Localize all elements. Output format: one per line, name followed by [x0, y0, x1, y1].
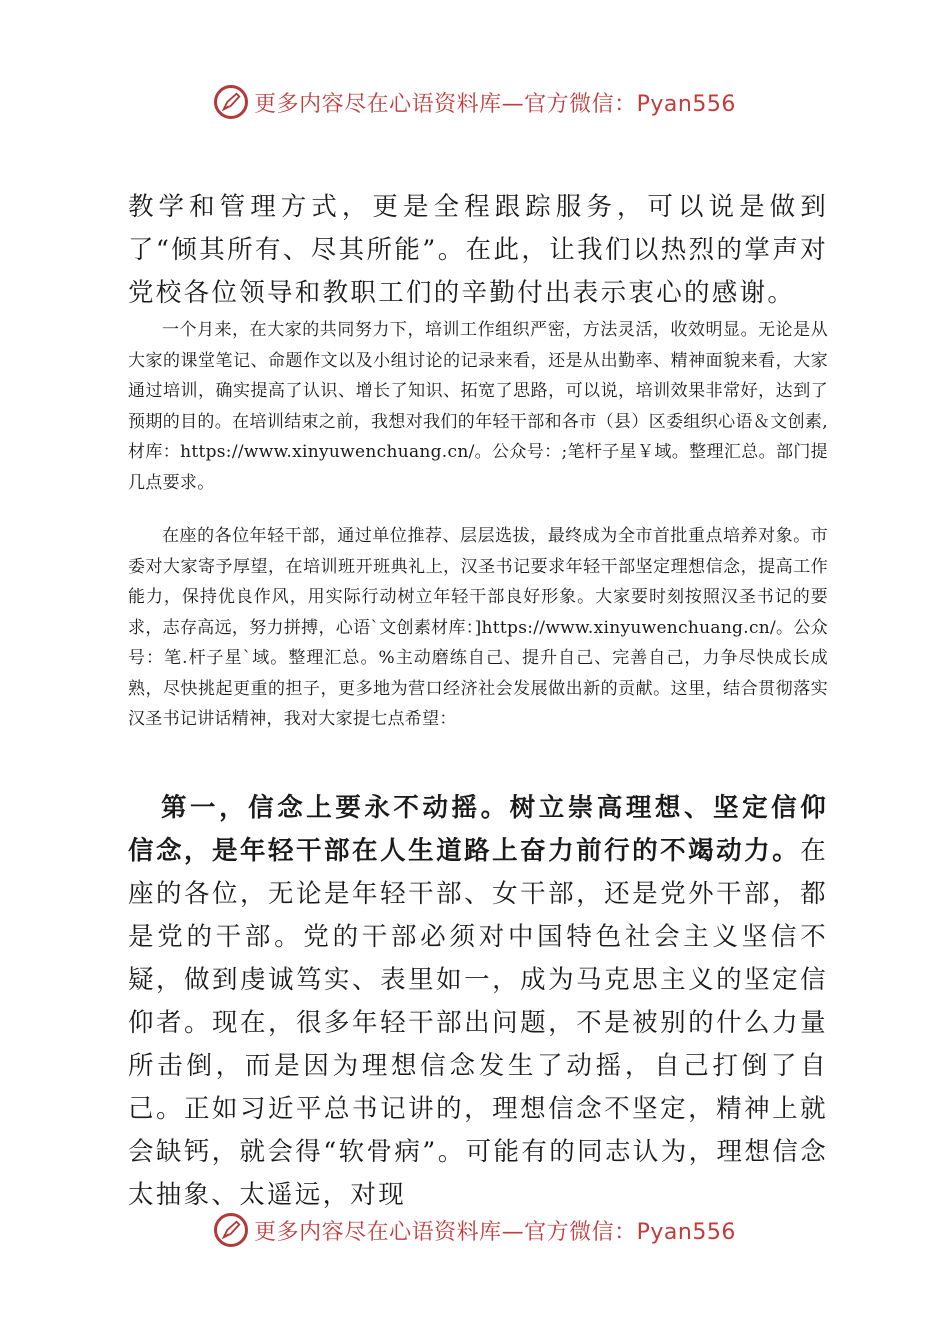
paragraph-3	[128, 521, 828, 735]
paragraph-1-text: 教学和管理方式，更是全程跟踪服务，可以说是做到了“倾其所有、尽其所能”。在此，让我们以热烈的掌声对党校各位领导和教职工们的辛勤付出表示衷心的感谢。	[128, 192, 828, 308]
footer-banner-text: 更多内容尽在心语资料库—官方微信：Pyan556	[254, 1219, 736, 1245]
paragraph-1	[128, 186, 828, 315]
header-banner-text: 更多内容尽在心语资料库—官方微信：Pyan556	[254, 91, 736, 117]
pen-logo-icon	[214, 85, 248, 119]
paragraph-3-text: 在座的各位年轻干部，通过单位推荐、层层选拔，最终成为全市首批重点培养对象。市委对大家寄予厚望，在培训班开班典礼上，汉圣书记要求年轻干部坚定理想信念，提高工作能力，保持优良作风，用实际行动树立年轻干部良好形象。大家要时刻按照汉圣书记的要求，志存高远，努力拼搏，心语`文创素材库：]https://www.xinyuwenchuang.cn/。公众号：笔.杆子星`域。整理汇总。%主动磨练自己、提升自己、完善自己，力争尽快成长成熟，尽快挑起更重的担子，更多地为营口经济社会发展做出新的贡献。这里，结合贯彻落实汉圣书记讲话精神，我对大家提七点希望：	[128, 526, 828, 729]
paragraph-4-heading: 第一，信念上要永不动摇。树立崇高理想、坚定信仰信念，是年轻干部在人生道路上奋力前行的不竭动力。	[128, 793, 828, 866]
paragraph-2-text: 一个月来，在大家的共同努力下，培训工作组织严密，方法灵活，收效明显。无论是从大家的课堂笔记、命题作文以及小组讨论的记录来看，还是从出勤率、精神面貌来看，大家通过培训，确实提高了认识、增长了知识、拓宽了思路，可以说，培训效果非常好，达到了预期的目的。在培训结束之前，我想对我们的年轻干部和各市（县）区委组织心语＆文创素,材库：https://www.xinyuwenchuang.cn/。公众号：;笔杆子星￥域。整理汇总。部门提几点要求。	[128, 320, 828, 493]
header-banner	[0, 82, 950, 122]
paragraph-4-body: 在座的各位，无论是年轻干部、女干部，还是党外干部，都是党的干部。党的干部必须对中国特色社会主义坚信不疑，做到虔诚笃实、表里如一，成为马克思主义的坚定信仰者。现在，很多年轻干部出问题，不是被别的什么力量所击倒，而是因为理想信念发生了动摇，自己打倒了自己。正如习近平总书记讲的，理想信念不坚定，精神上就会缺钙，就会得“软骨病”。可能有的同志认为，理想信念太抽象、太遥远，对现	[128, 836, 828, 1210]
paragraph-2	[128, 315, 828, 498]
paragraph-4-text	[128, 787, 828, 1217]
paragraph-4	[128, 787, 828, 1217]
pen-logo-icon	[214, 1213, 248, 1247]
footer-banner	[0, 1210, 950, 1250]
